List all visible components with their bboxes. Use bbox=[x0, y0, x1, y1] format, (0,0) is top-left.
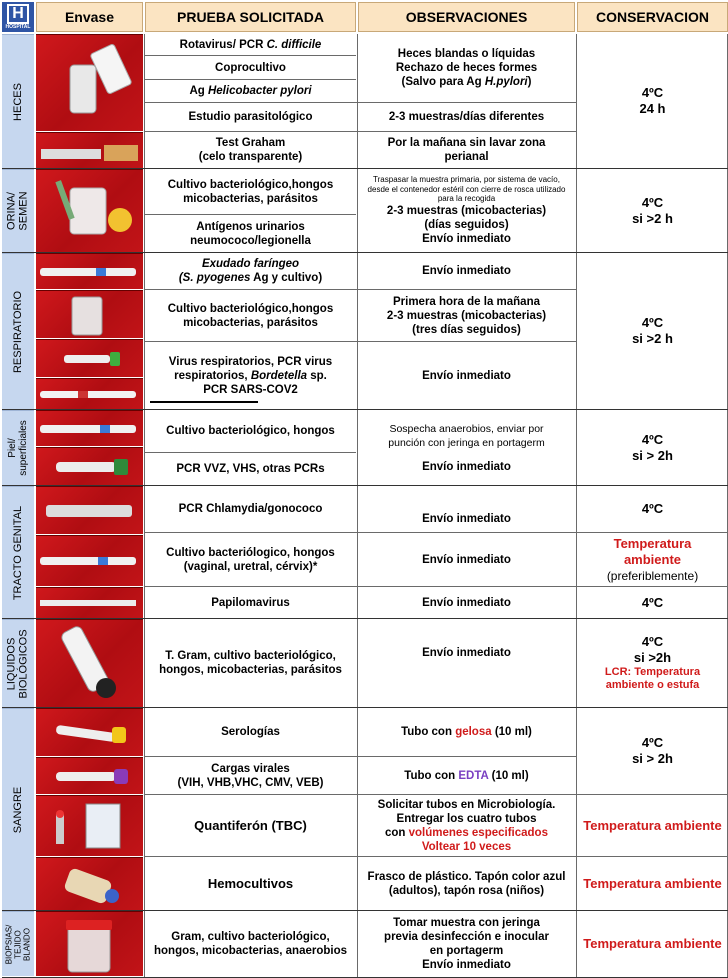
container-photo-heces bbox=[36, 34, 143, 131]
header-prueba: PRUEBA SOLICITADA bbox=[145, 2, 356, 32]
row-divider bbox=[145, 131, 576, 132]
column-divider bbox=[576, 34, 577, 978]
category-label: SANGRE bbox=[12, 786, 24, 833]
test-piel-pcr: PCR VVZ, VHS, otras PCRs bbox=[176, 463, 325, 475]
category-piel bbox=[2, 410, 34, 485]
test-piel-cultivo: Cultivo bacteriológico, hongos bbox=[166, 425, 335, 437]
swab-icon bbox=[36, 536, 143, 586]
obs-edta: Tubo con EDTA (10 ml) bbox=[404, 769, 529, 782]
container-photo-papiloma bbox=[36, 587, 143, 618]
column-divider bbox=[357, 34, 358, 978]
obs-graham: Por la mañana sin lavar zona perianal bbox=[387, 137, 546, 163]
test-cargas-virales: Cargas virales (VIH, VHB,VHC, CMV, VEB) bbox=[177, 762, 324, 789]
header-observaciones: OBSERVACIONES bbox=[358, 2, 575, 32]
container-photo-biopsia bbox=[36, 911, 143, 976]
container-photo-hemocultivo bbox=[36, 857, 143, 910]
test-rotavirus: Rotavirus/ PCR C. difficile bbox=[179, 38, 322, 51]
container-photo-edta bbox=[36, 757, 143, 794]
container-photo-graham bbox=[36, 132, 143, 168]
test-parasitologico: Estudio parasitológico bbox=[188, 111, 313, 123]
obs-gelosa: Tubo con gelosa (10 ml) bbox=[401, 726, 532, 738]
obs-exudado: Envío inmediato bbox=[422, 265, 511, 277]
tape-slide-icon bbox=[36, 133, 143, 168]
section-divider bbox=[2, 252, 728, 253]
row-divider bbox=[145, 452, 356, 453]
container-photo-genital-swab bbox=[36, 535, 143, 586]
category-label: HECES bbox=[12, 82, 24, 121]
blood-tube-purple-icon bbox=[36, 758, 143, 794]
test-quantiferon: Quantiferón (TBC) bbox=[194, 817, 307, 833]
row-divider bbox=[145, 532, 728, 533]
logo-text: HOSPITAL bbox=[5, 24, 31, 30]
category-label: TRACTO GENITAL bbox=[12, 505, 25, 600]
underline-mark bbox=[150, 401, 258, 403]
section-divider bbox=[2, 707, 728, 708]
obs-resp-cultivo: Primera hora de la mañana 2-3 muestras (micobacterias) (tres días seguidos) bbox=[386, 295, 547, 336]
cons-respiratorio: 4ºC si >2 h bbox=[632, 315, 673, 346]
test-biopsias: Gram, cultivo bacteriológico, hongos, micobacterias, anaerobios bbox=[154, 930, 347, 957]
category-genital bbox=[2, 486, 34, 618]
cons-liquidos: 4ºC si >2h LCR: Temperatura ambiente o estufa bbox=[604, 634, 701, 691]
biopsy-container-icon bbox=[36, 912, 143, 976]
row-divider bbox=[145, 79, 356, 80]
swab-icon bbox=[36, 379, 143, 409]
row-divider bbox=[145, 55, 356, 56]
category-heces bbox=[2, 34, 34, 168]
container-photo-skin-swab bbox=[36, 410, 143, 446]
obs-orina: Traspasar la muestra primaria, por sistema de vacío, desde el contenedor estéril con cierre de rosca utilizado para la recogida 2-3 muestras (micobacterias) (días seguidos) Envío inmediato bbox=[367, 175, 566, 245]
obs-piel: Sospecha anaerobios, enviar por punción con jeringa en portagerm Envío inmediato bbox=[388, 422, 545, 473]
test-antigenos: Antígenos urinarios neumococo/legionella bbox=[190, 220, 311, 247]
category-label: Piel/ superficiales bbox=[7, 420, 30, 476]
category-label: LIQUIDOS BIOLÓGICOS bbox=[6, 628, 31, 699]
category-sangre bbox=[2, 708, 34, 910]
cons-piel: 4ºC si > 2h bbox=[632, 431, 673, 463]
cons-serologia: 4ºC si > 2h bbox=[632, 735, 673, 766]
section-divider bbox=[2, 409, 728, 410]
section-divider bbox=[2, 618, 728, 619]
cons-papiloma: 4ºC bbox=[641, 594, 664, 610]
container-photo-swab1 bbox=[36, 253, 143, 289]
test-genital-cultivo: Cultivo bacteriólogico, hongos (vaginal, uretral, cérvix)* bbox=[166, 546, 335, 573]
sterile-tube-icon bbox=[36, 620, 143, 707]
container-photo-serologia bbox=[36, 708, 143, 756]
container-photo-pcr-tube bbox=[36, 447, 143, 485]
quantiferon-kit-icon bbox=[36, 796, 143, 856]
obs-muestras: 2-3 muestras/días diferentes bbox=[388, 111, 545, 123]
header-conservacion: CONSERVACION bbox=[577, 2, 728, 32]
category-biopsias bbox=[2, 911, 34, 976]
blood-tube-yellow-icon bbox=[36, 709, 143, 756]
cons-heces: 4ºC 24 h bbox=[639, 85, 666, 116]
viral-tube-icon bbox=[36, 340, 143, 377]
obs-chlamydia: Envío inmediato bbox=[422, 513, 511, 525]
obs-heces: Heces blandas o líquidas Rechazo de heces formes (Salvo para Ag H.pylori) bbox=[395, 48, 538, 88]
container-photo-swab2 bbox=[36, 378, 143, 409]
test-virus-respiratorios: Virus respiratorios, PCR virus respiratorios, Bordetella sp. PCR SARS-COV2 bbox=[168, 355, 333, 396]
row-divider bbox=[145, 856, 728, 857]
swab-kit-icon bbox=[36, 487, 143, 534]
obs-liquidos: Envío inmediato bbox=[422, 647, 511, 659]
urine-container-icon bbox=[36, 170, 143, 252]
logo-letter: H bbox=[7, 4, 29, 24]
column-divider bbox=[144, 34, 145, 978]
row-divider bbox=[145, 794, 728, 795]
test-chlamydia: PCR Chlamydia/gonococo bbox=[178, 503, 323, 515]
container-photo-sputum bbox=[36, 290, 143, 338]
category-orina bbox=[2, 169, 34, 252]
blood-culture-bottle-icon bbox=[36, 858, 143, 910]
row-divider bbox=[145, 102, 576, 103]
cons-orina: 4ºC si >2 h bbox=[632, 194, 673, 226]
stool-container-icon bbox=[36, 35, 143, 131]
row-divider bbox=[145, 756, 576, 757]
obs-genital: Envío inmediato bbox=[422, 553, 511, 566]
obs-virus: Envío inmediato bbox=[422, 369, 511, 382]
obs-quantiferon: Solicitar tubos en Microbiología. Entregar los cuatro tubos con volúmenes especificados Voltear 10 veces bbox=[377, 798, 556, 853]
test-exudado: Exudado faríngeo (S. pyogenes Ag y cultivo) bbox=[178, 258, 323, 284]
category-respiratorio bbox=[2, 253, 34, 409]
swab-icon bbox=[36, 254, 143, 289]
container-photo-viral-tube bbox=[36, 339, 143, 377]
header-envase: Envase bbox=[36, 2, 143, 32]
category-label: ORINA/ SEMEN bbox=[6, 191, 30, 231]
test-papilomavirus: Papilomavirus bbox=[211, 596, 290, 609]
swab-icon bbox=[36, 411, 143, 446]
test-liquidos: T. Gram, cultivo bacteriológico, hongos, micobacterias, parásitos bbox=[159, 650, 342, 676]
obs-hemocultivos: Frasco de plástico. Tapón color azul (adultos), tapón rosa (niños) bbox=[367, 870, 566, 897]
test-orina-cultivo: Cultivo bacteriológico,hongos micobacterias, parásitos bbox=[167, 178, 334, 205]
test-serologias: Serologías bbox=[221, 726, 280, 738]
container-photo-quantiferon bbox=[36, 795, 143, 856]
row-divider bbox=[145, 341, 576, 342]
category-label: BIOPSIAS/ TEJIDO BLANDO bbox=[4, 924, 32, 964]
cons-quantiferon: Temperatura ambiente bbox=[583, 817, 722, 833]
row-divider bbox=[145, 289, 576, 290]
test-hemocultivos: Hemocultivos bbox=[207, 875, 294, 891]
obs-papiloma: Envío inmediato bbox=[422, 596, 511, 609]
category-liquidos bbox=[2, 619, 34, 707]
container-photo-orina bbox=[36, 169, 143, 252]
hospital-logo bbox=[2, 2, 34, 32]
test-graham: Test Graham (celo transparente) bbox=[198, 137, 303, 163]
test-coprocultivo: Coprocultivo bbox=[215, 61, 286, 74]
pcr-tube-icon bbox=[36, 448, 143, 485]
row-divider bbox=[145, 214, 356, 215]
papiloma-brush-icon bbox=[36, 588, 143, 618]
category-label: RESPIRATORIO bbox=[12, 290, 25, 373]
obs-biopsias: Tomar muestra con jeringa previa desinfección e inocular en portagerm Envío inmediato bbox=[384, 916, 549, 971]
section-divider bbox=[2, 168, 728, 169]
cons-hemocultivos: Temperatura ambiente bbox=[583, 875, 722, 891]
cons-biopsias: Temperatura ambiente bbox=[583, 935, 722, 951]
sputum-container-icon bbox=[36, 291, 143, 338]
test-ag-helicobacter: Ag Helicobacter pylori bbox=[189, 85, 312, 97]
cons-genital: Temperatura ambiente (preferiblemente) bbox=[606, 535, 699, 583]
container-photo-liquidos bbox=[36, 619, 143, 707]
test-resp-cultivo: Cultivo bacteriológico,hongos micobacterias, parásitos bbox=[167, 302, 334, 329]
cons-chlamydia: 4ºC bbox=[641, 501, 664, 516]
row-divider bbox=[145, 586, 728, 587]
section-divider bbox=[2, 910, 728, 911]
container-photo-chlamydia bbox=[36, 486, 143, 534]
section-divider bbox=[2, 485, 728, 486]
